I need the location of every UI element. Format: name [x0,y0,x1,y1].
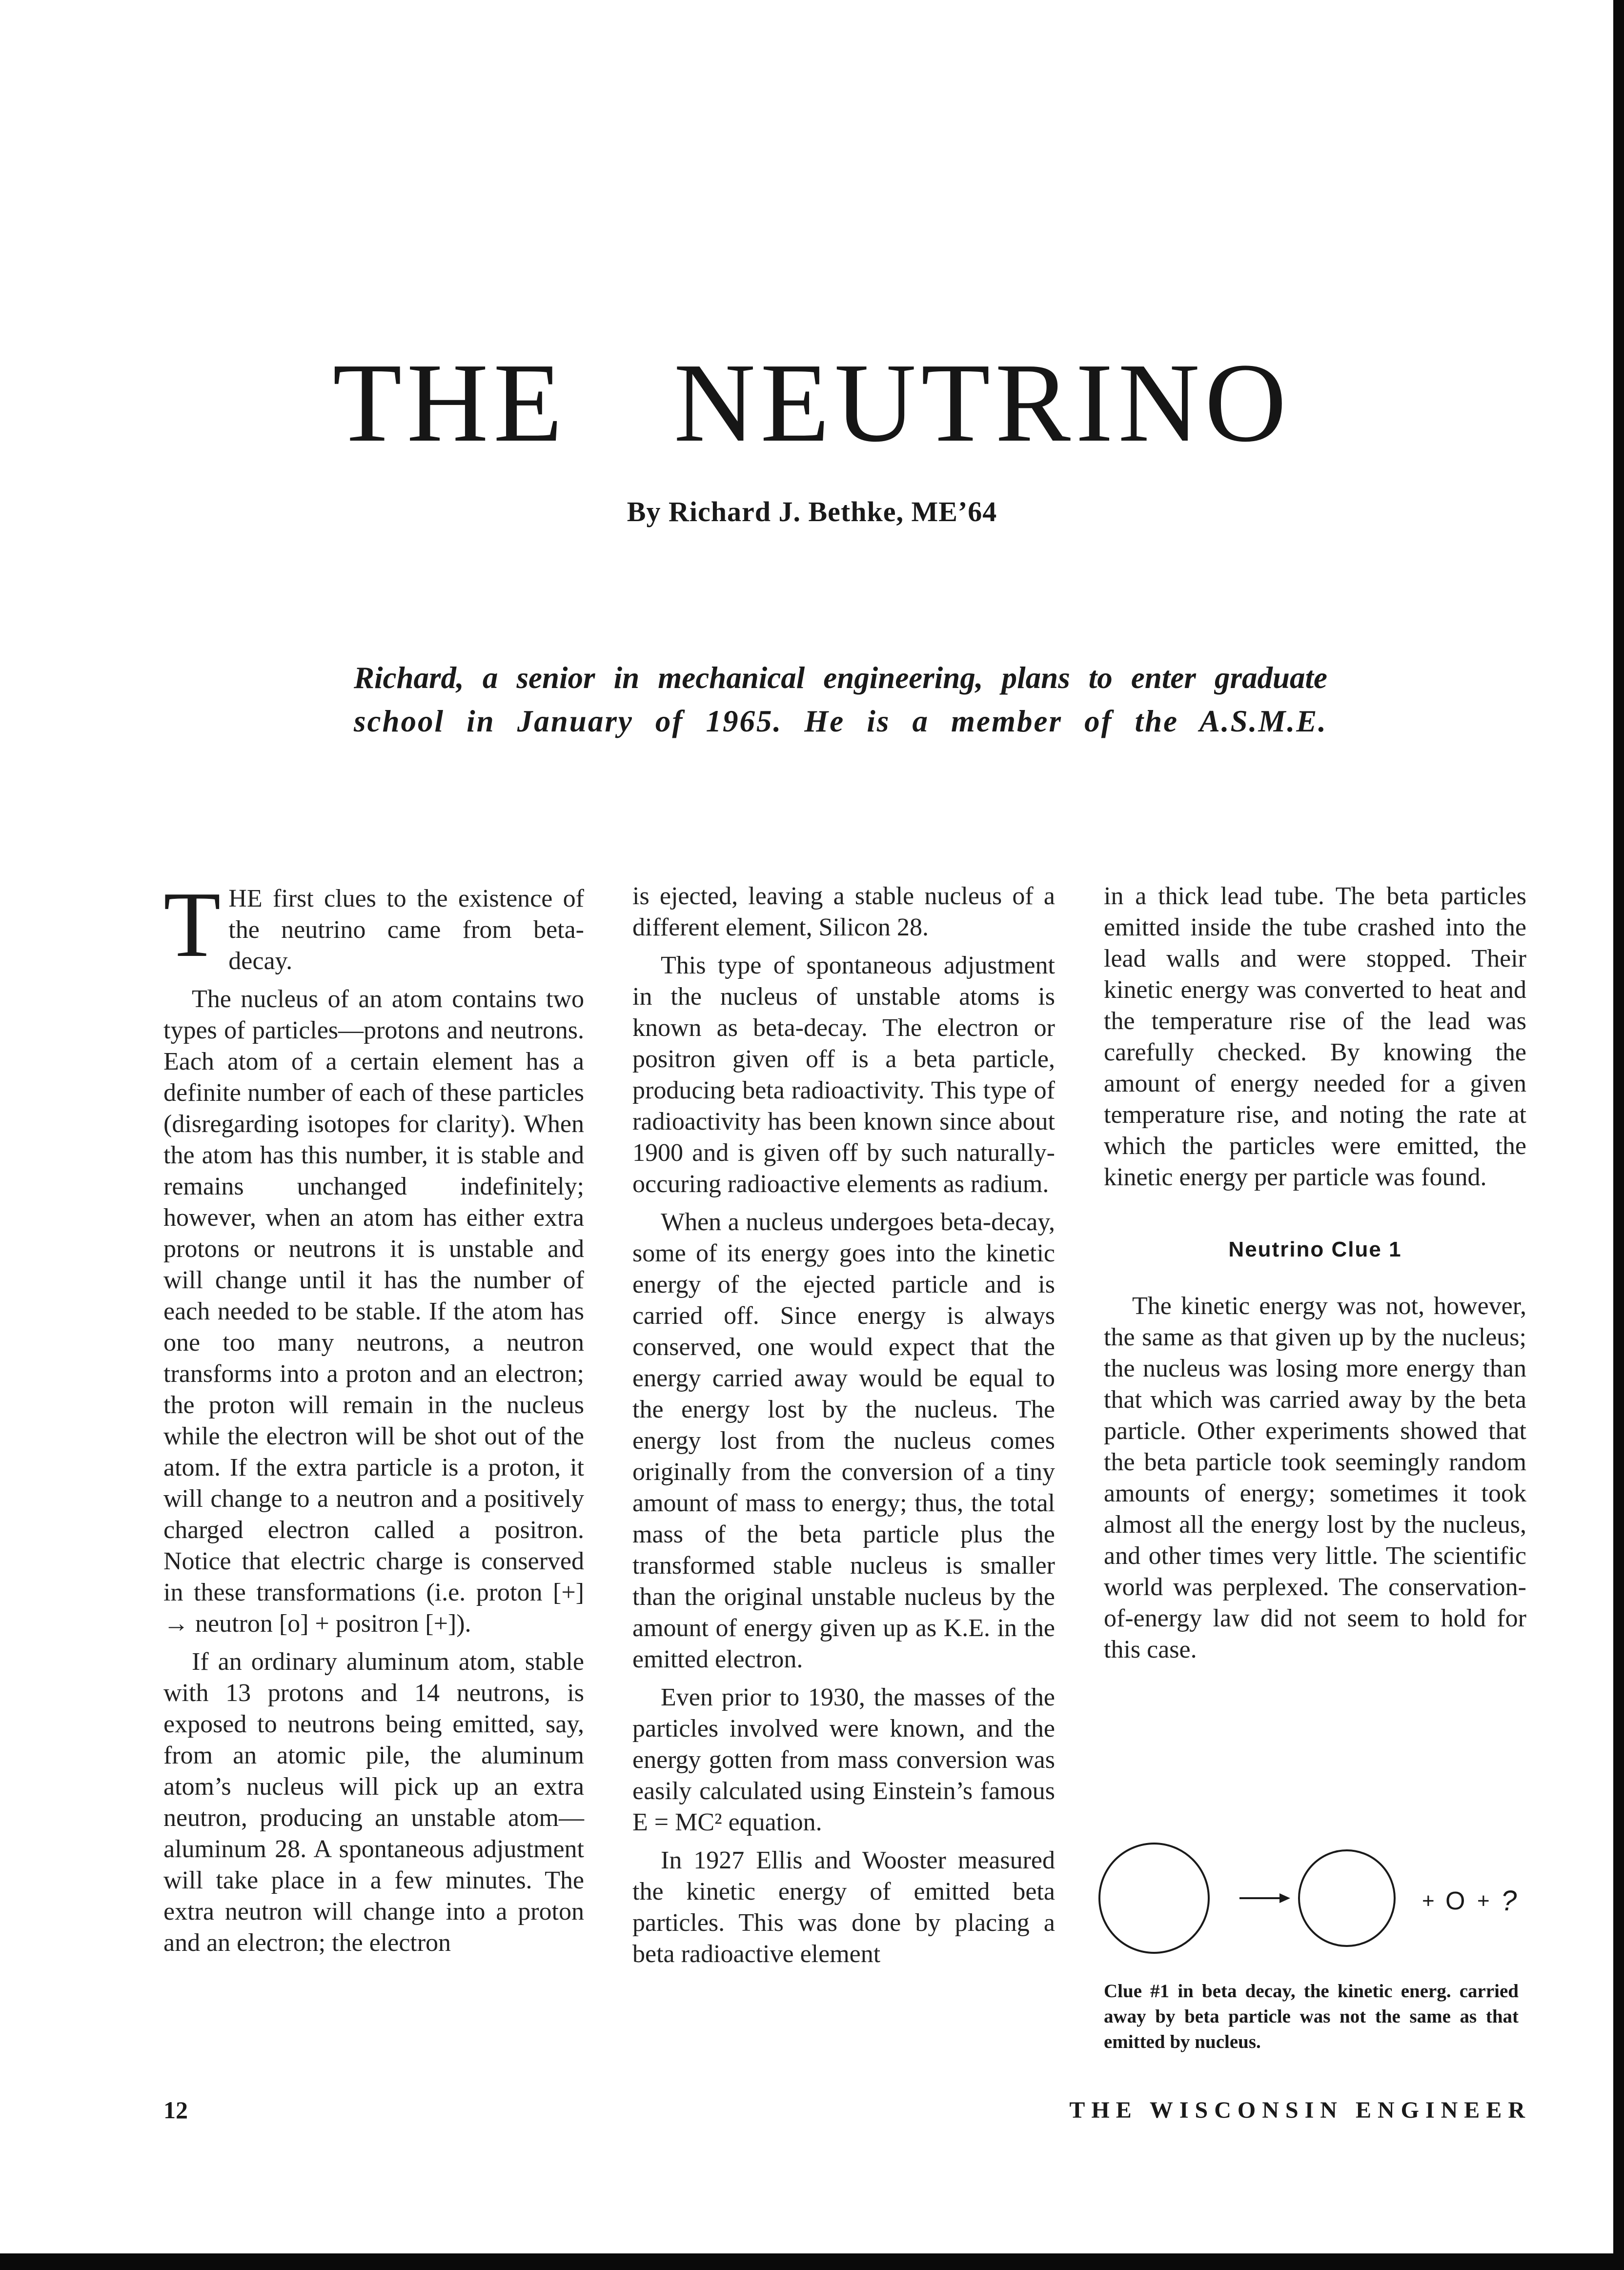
author-byline: By Richard J. Bethke, ME’64 [627,496,997,527]
paragraph: This type of spontaneous adjustment in the nucleus of unstable atoms is known as beta-decay. The electron or positron given off is a beta particle, producing beta radioactivity. This type of radioactivity has been known since about 1900 and is given off by such naturally-occuring radioactive elements as radium. [632,952,1055,1198]
column-1 [163,872,584,1966]
paragraph: Even prior to 1930, the masses of the particles involved were known, and the energy gotten from mass conversion was easily calculated using Einstein’s famous E = MC² equation. [632,1683,1055,1836]
page-number: 12 [163,2096,188,2124]
paragraph: in a thick lead tube. The beta particles emitted inside the tube crashed into the lead walls and were stopped. Their kinetic energy was converted to heat and the temperature rise of the lead was carefully checked. By knowing the amount of energy needed for a given temperature rise, and noting the rate at which the particles were emitted, the kinetic energy per particle was found. [1104,882,1526,1191]
unknown-particle-symbol: ? [1501,1885,1517,1917]
magazine-name: THE WISCONSIN ENGINEER [1069,2097,1531,2123]
intro-line-1: Richard, a senior in mechanical engineering, plans to enter graduate [354,661,1327,695]
author-intro [354,656,1327,743]
plus-sign: + [1422,1889,1435,1913]
article-title: THE NEUTRINO [332,340,1292,466]
figure-caption: Clue #1 in beta decay, the kinetic energ. carried away by beta particle was not the same as that emitted by nucleus. [1104,1981,1519,2052]
intro-line-2: school in January of 1965. He is a member of the A.S.M.E. [354,704,1327,738]
plus-sign: + [1477,1889,1490,1913]
unstable-nucleus-circle [1099,1844,1209,1953]
drop-cap: T [163,872,221,976]
electron-symbol: O [1445,1887,1465,1915]
paragraph: In 1927 Ellis and Wooster measured the kinetic energy of emitted beta particles. This was done by placing a beta radioactive element [632,1846,1055,1968]
section-heading: Neutrino Clue 1 [1228,1237,1402,1261]
opening-text: HE first clues to the existence of the neutrino came from beta-decay. [228,885,584,975]
stable-nucleus-circle [1299,1850,1395,1946]
scan-border-right [1613,0,1624,2270]
paragraph: If an ordinary aluminum atom, stable with 13 protons and 14 neutrons, is exposed to neutrons being emitted, say, from an atomic pile, the aluminum atom’s nucleus will pick up an extra neutron, producing an unstable atom—aluminum 28. A spontaneous adjustment will take place in a few minutes. The extra neutron will change into a proton and an electron; the electron [163,1648,584,1957]
opening-paragraph [163,872,584,977]
paragraph: The kinetic energy was not, however, the same as that given up by the nucleus; the nucleus was losing more energy than that which was carried away by the beta particle. Other experiments showed that the beta particle took seemingly random amounts of energy; sometimes it took almost all the energy lost by the nucleus, and other times very little. The scientific world was perplexed. The conservation-of-energy law did not seem to hold for this case. [1104,1292,1526,1663]
arrow-head [1279,1893,1290,1903]
column-2 [632,881,1055,1977]
paragraph: When a nucleus undergoes beta-decay, some of its energy goes into the kinetic energy of the ejected particle and is carried off. Since energy is always conserved, one would expect that the energy carried away would be equal to the energy lost by the nucleus. The energy lost from the nucleus comes originally from the conversion of a tiny amount of mass to energy; thus, the total mass of the beta particle plus the transformed stable nucleus is smaller than the original unstable nucleus by the amount of energy given up as K.E. in the emitted electron. [632,1208,1055,1673]
paragraph: is ejected, leaving a stable nucleus of a different element, Silicon 28. [632,882,1055,941]
scan-border-bottom [0,2253,1624,2270]
beta-decay-diagram [1098,1830,1537,1966]
paragraph: The nucleus of an atom contains two types of particles—protons and neutrons. Each atom of a certain element has a definite number of each of these particles (disregarding isotopes for clarity). When the atom has this number, it is stable and remains unchanged indefinitely; however, when an atom has either extra protons or neutrons it is unstable and will change until it has the number of each needed to be stable. If the atom has one too many neutrons, a neutron transforms into a proton and an electron; the proton will remain in the nucleus while the electron will be shot out of the atom. If the extra particle is a proton, it will change to a neutron and a positively charged electron called a positron. Notice that electric charge is conserved in these transformations (i.e. proton [+] → neutron [o] + positron [+]). [163,985,584,1638]
column-3 [1104,881,1526,1672]
